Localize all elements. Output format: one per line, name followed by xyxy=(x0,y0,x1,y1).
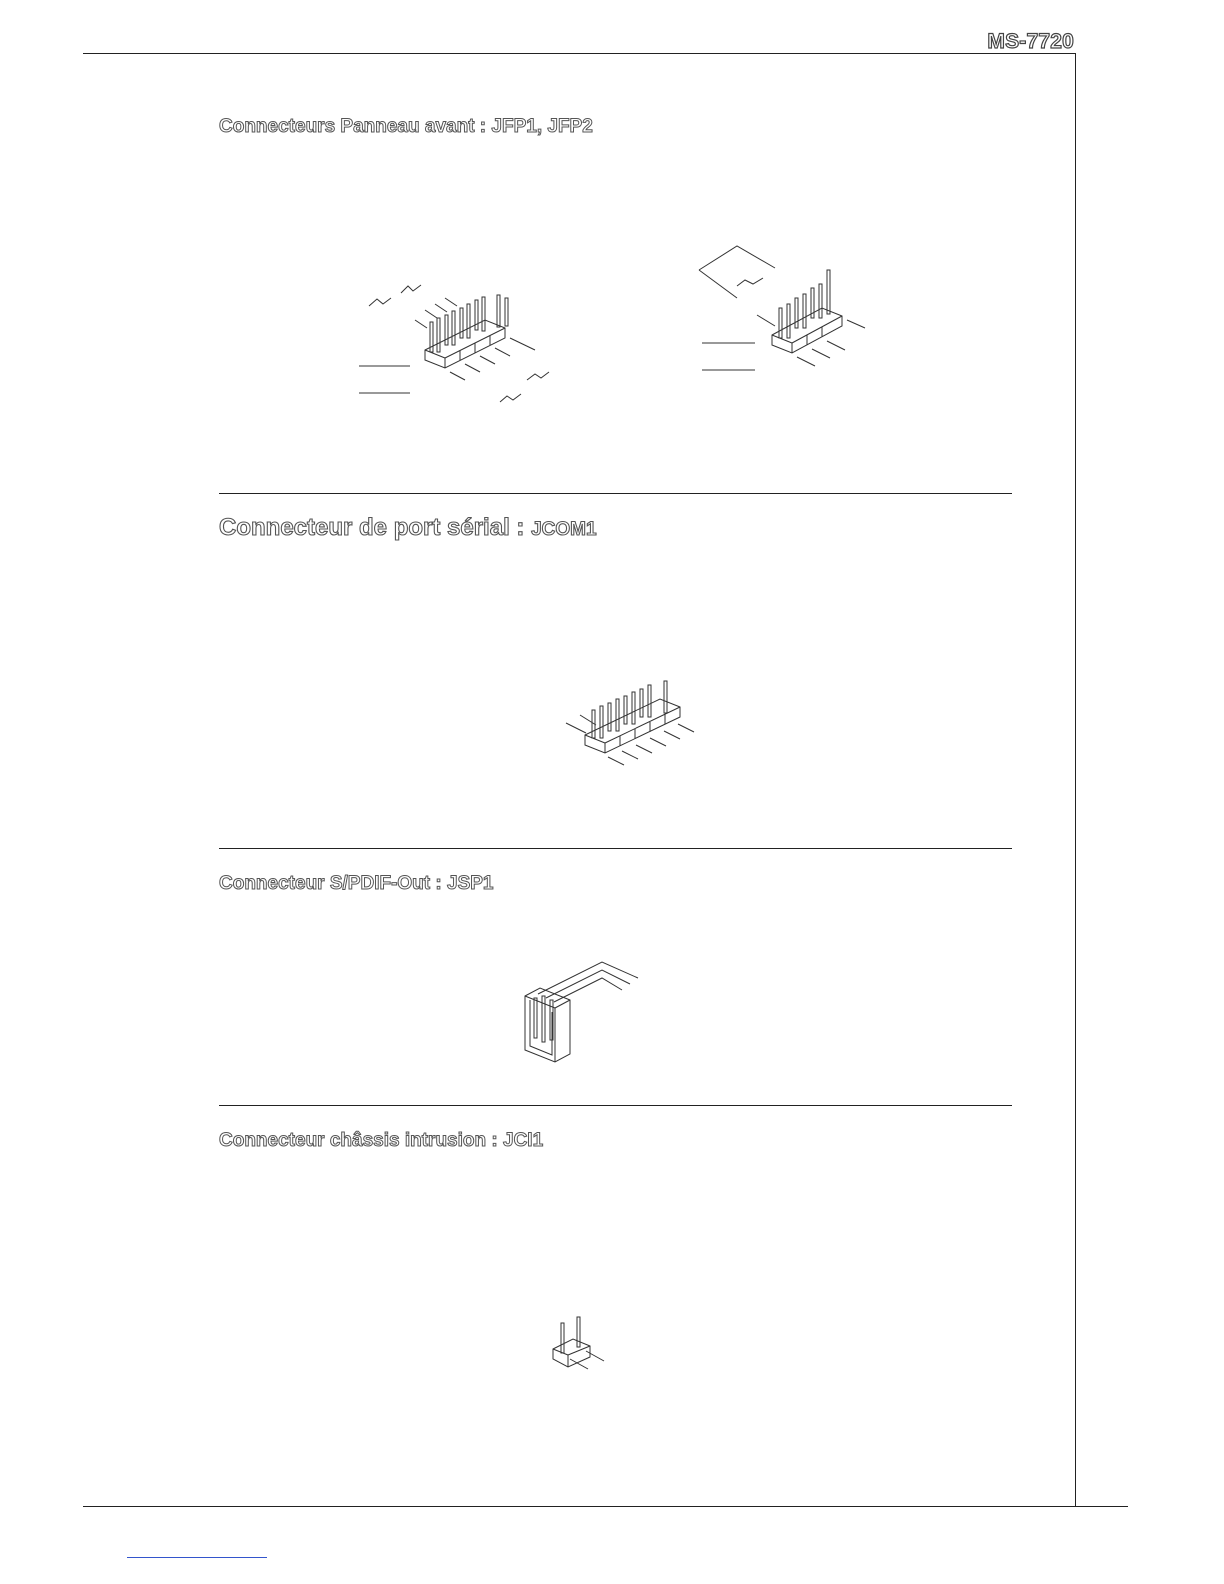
jcom1-connector-diagram xyxy=(560,675,710,780)
section-title-serial-port xyxy=(219,514,597,542)
jfp1-pins xyxy=(430,295,508,352)
header-rule xyxy=(83,53,1076,54)
jfp2-label-marks xyxy=(699,246,775,370)
page-edge-rule xyxy=(1075,53,1076,1507)
jsp1-connector-diagram xyxy=(520,958,650,1063)
section-divider xyxy=(219,493,1012,494)
jci1-pin-housing xyxy=(553,1339,590,1367)
jfp1-connector-diagram xyxy=(355,280,555,410)
jsp1-housing xyxy=(525,988,570,1062)
jci1-leader-lines xyxy=(570,1351,604,1369)
serial-title-main: Connecteur de port sérial : xyxy=(219,514,532,541)
section-title-spdif-out: Connecteur S/PDIF-Out : JSP1 xyxy=(219,873,494,894)
serial-title-tail: JCOM1 xyxy=(531,519,597,540)
jci1-pins xyxy=(561,1317,580,1353)
jfp2-leader-lines xyxy=(757,315,865,366)
jci1-connector-diagram xyxy=(548,1315,618,1375)
jsp1-leader-lines xyxy=(538,962,638,1002)
section-divider xyxy=(219,848,1012,849)
section-title-front-panel: Connecteurs Panneau avant : JFP1, JFP2 xyxy=(219,116,593,137)
section-divider xyxy=(219,1105,1012,1106)
footer-rule xyxy=(83,1506,1128,1507)
jcom1-pins xyxy=(592,681,667,738)
model-number: MS-7720 xyxy=(987,30,1074,53)
section-title-chassis-intrusion: Connecteur châssis intrusion : JCI1 xyxy=(219,1130,544,1151)
jfp2-connector-diagram xyxy=(697,240,877,380)
footer-link-underline[interactable] xyxy=(127,1557,267,1558)
